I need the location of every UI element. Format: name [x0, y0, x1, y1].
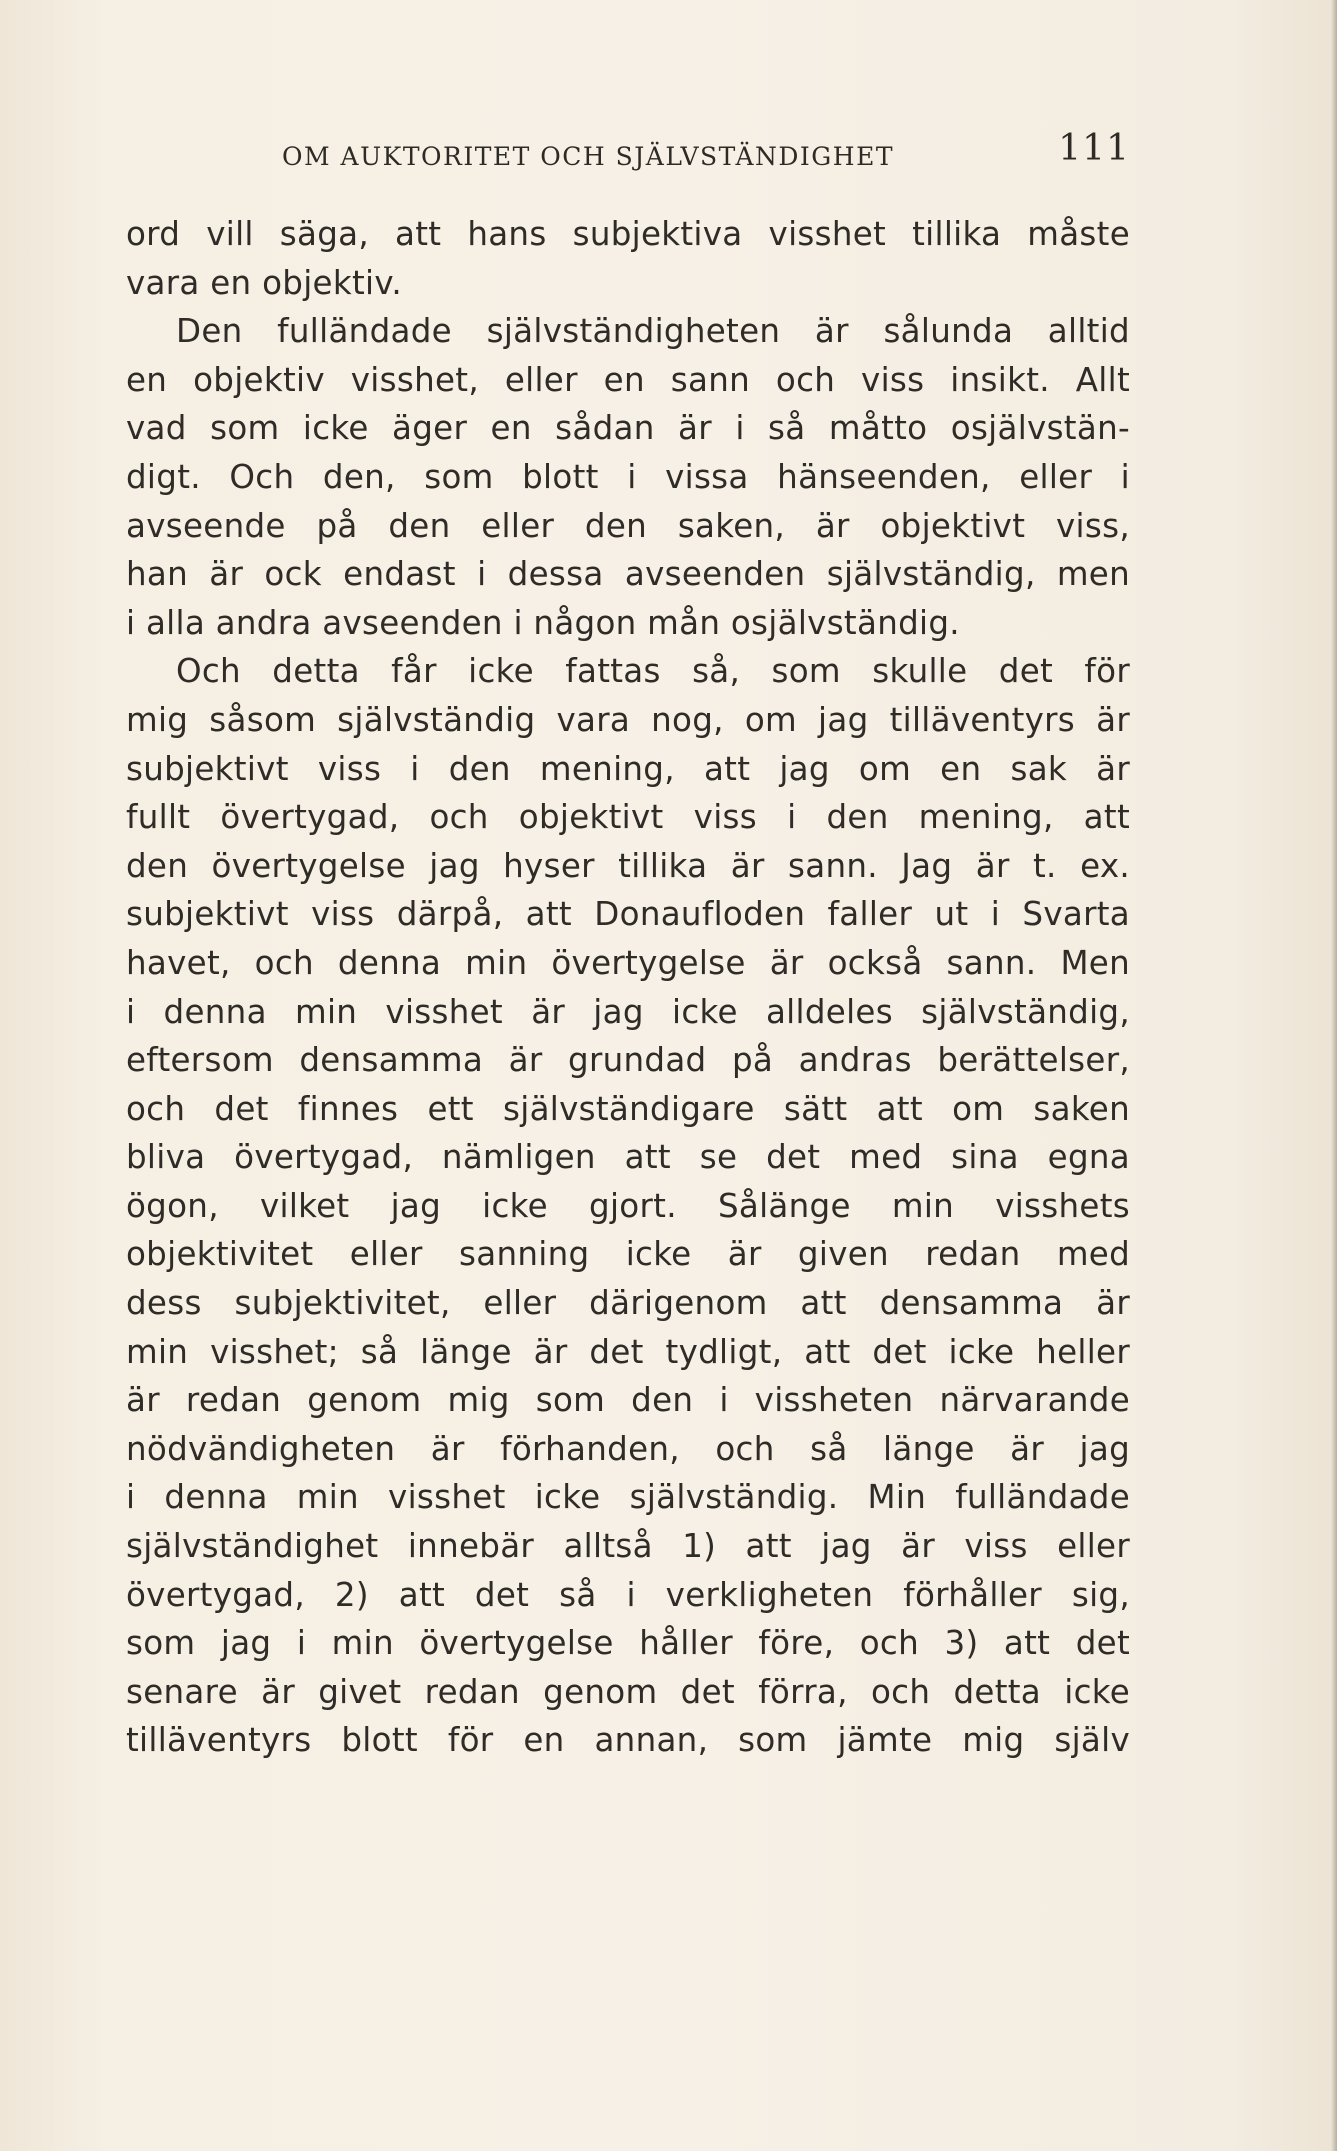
- text-line: min visshet; så länge är det tydligt, att det icke heller: [126, 1332, 1130, 1371]
- text-line: vad som icke äger en sådan är i så måtto osjälvstän-: [126, 409, 1130, 448]
- text-line: i denna min visshet icke självständig. Min fulländade: [126, 1478, 1130, 1517]
- text-line: han är ock endast i dessa avseenden självständig, men: [126, 555, 1130, 594]
- text-line: nödvändigheten är förhanden, och så länge är jag: [126, 1429, 1130, 1468]
- text-line: övertygad, 2) att det så i verkligheten förhåller sig,: [126, 1575, 1130, 1614]
- text-line: avseende på den eller den saken, är objektivt viss,: [126, 506, 1130, 545]
- text-line: subjektivt viss i den mening, att jag om en sak är: [126, 749, 1130, 788]
- text-line: vara en objektiv.: [126, 263, 402, 302]
- body-text: [126, 210, 1130, 1765]
- page-edge-shadow: [1331, 0, 1337, 2151]
- text-line: dess subjektivitet, eller därigenom att densamma är: [126, 1284, 1130, 1323]
- text-line: ögon, vilket jag icke gjort. Sålänge min visshets: [126, 1186, 1130, 1225]
- text-line: och det finnes ett självständigare sätt att om saken: [126, 1089, 1130, 1128]
- page-number: 111: [1058, 128, 1130, 169]
- text-line: som jag i min övertygelse håller före, och 3) att det: [126, 1624, 1130, 1663]
- text-line: eftersom densamma är grundad på andras berättelser,: [126, 1041, 1130, 1080]
- text-line: den övertygelse jag hyser tillika är sann. Jag är t. ex.: [126, 846, 1130, 885]
- text-line: en objektiv visshet, eller en sann och viss insikt. Allt: [126, 360, 1130, 399]
- text-line: i alla andra avseenden i någon mån osjälvständig.: [126, 603, 960, 642]
- text-line: är redan genom mig som den i vissheten närvarande: [126, 1381, 1130, 1420]
- text-line: fullt övertygad, och objektivt viss i den mening, att: [126, 798, 1130, 837]
- text-line: i denna min visshet är jag icke alldeles självständig,: [126, 992, 1130, 1031]
- text-line: tilläventyrs blott för en annan, som jämte mig själv: [126, 1721, 1130, 1760]
- text-line: Och detta får icke fattas så, som skulle det för: [176, 652, 1130, 691]
- text-line: ord vill säga, att hans subjektiva visshet tillika måste: [126, 215, 1130, 253]
- text-line: subjektivt viss därpå, att Donaufloden faller ut i Svarta: [126, 895, 1130, 934]
- text-line: havet, och denna min övertygelse är också sann. Men: [126, 943, 1130, 982]
- page-header: [126, 128, 1130, 180]
- text-line: digt. Och den, som blott i vissa hänseenden, eller i: [126, 457, 1130, 496]
- text-line: mig såsom självständig vara nog, om jag tilläventyrs är: [126, 700, 1130, 739]
- text-line: självständighet innebär alltså 1) att jag är viss eller: [126, 1527, 1130, 1566]
- text-line: senare är givet redan genom det förra, och detta icke: [126, 1672, 1130, 1711]
- running-head: OM AUKTORITET OCH SJÄLVSTÄNDIGHET: [282, 142, 894, 171]
- text-line: bliva övertygad, nämligen att se det med sina egna: [126, 1138, 1130, 1177]
- text-line: Den fulländade självständigheten är sålunda alltid: [176, 312, 1130, 351]
- text-line: objektivitet eller sanning icke är given redan med: [126, 1235, 1130, 1274]
